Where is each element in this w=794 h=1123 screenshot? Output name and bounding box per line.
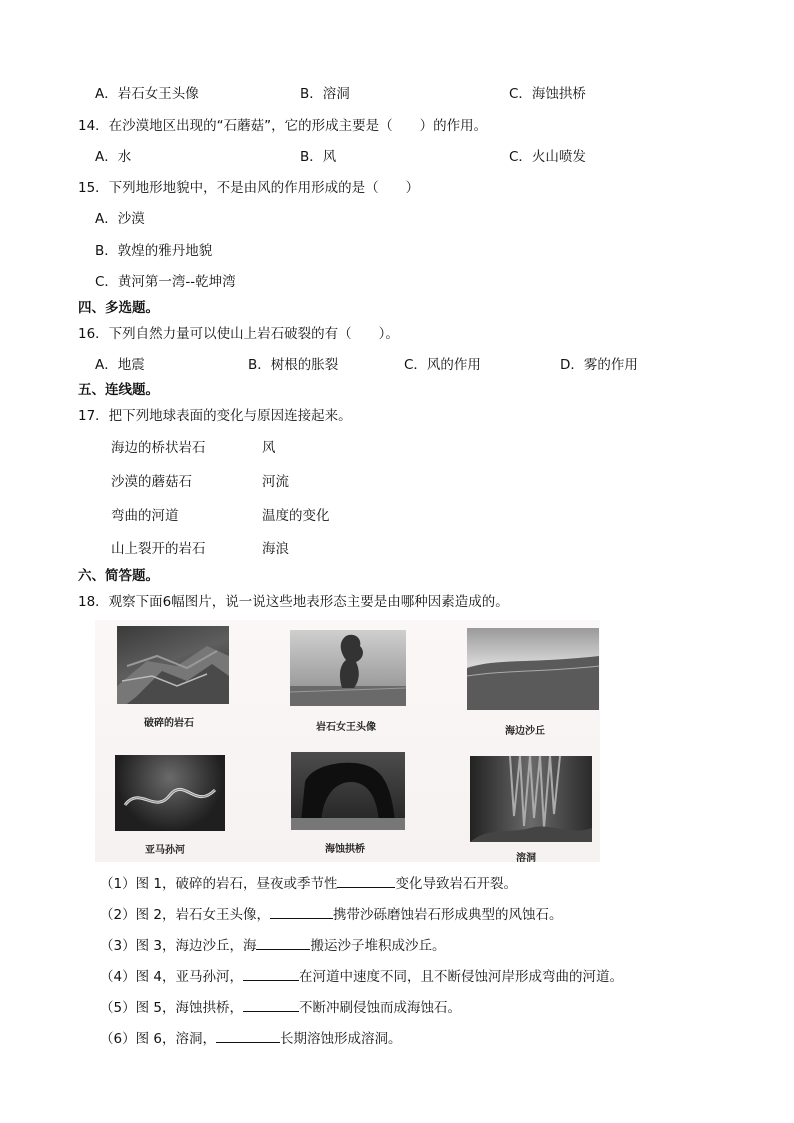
q14-stem: 14．在沙漠地区出现的“石蘑菇”，它的形成主要是（ ）的作用。 bbox=[78, 118, 488, 134]
q17-stem: 17．把下列地球表面的变化与原因连接起来。 bbox=[78, 408, 352, 424]
q14-option-b: B．风 bbox=[300, 149, 337, 165]
photo-karst-cave bbox=[470, 756, 592, 842]
q15-stem: 15．下列地形地貌中，不是由风的作用形成的是（ ） bbox=[78, 180, 420, 196]
q16-option-c: C．风的作用 bbox=[404, 357, 481, 373]
caption-6: 溶洞 bbox=[516, 853, 536, 864]
q14-option-c: C．火山喷发 bbox=[509, 149, 586, 165]
q13-option-c: C．海蚀拱桥 bbox=[509, 86, 586, 102]
q18-item-5: （5）图 5，海蚀拱桥， 不断冲刷侵蚀而成海蚀石。 bbox=[100, 996, 461, 1016]
photo-broken-rock bbox=[117, 626, 229, 704]
answer-blank-6[interactable] bbox=[216, 1028, 280, 1043]
q18-item-6: （6）图 6，溶洞， 长期溶蚀形成溶洞。 bbox=[100, 1027, 401, 1047]
q18-item-4: （4）图 4，亚马孙河， 在河道中速度不同，且不断侵蚀河岸形成弯曲的河道。 bbox=[100, 965, 623, 985]
q17-right-item: 温度的变化 bbox=[262, 508, 330, 524]
q16-option-d: D．雾的作用 bbox=[560, 357, 638, 373]
section-heading-matching: 五、连线题。 bbox=[78, 382, 159, 398]
q16-option-a: A．地震 bbox=[95, 357, 145, 373]
q16-option-b: B．树根的胀裂 bbox=[248, 357, 339, 373]
q18-stem: 18．观察下面6幅图片，说一说这些地表形态主要是由哪种因素造成的。 bbox=[78, 594, 509, 610]
q17-left-item: 弯曲的河道 bbox=[111, 508, 179, 524]
section-heading-multi-choice: 四、多选题。 bbox=[78, 300, 159, 316]
answer-blank-5[interactable] bbox=[243, 997, 299, 1012]
answer-blank-2[interactable] bbox=[270, 904, 333, 919]
q13-option-b: B．溶洞 bbox=[300, 86, 350, 102]
q17-right-item: 河流 bbox=[262, 474, 289, 490]
q17-right-item: 风 bbox=[262, 440, 276, 456]
photo-sea-arch bbox=[291, 752, 405, 830]
photo-coastal-dune bbox=[467, 628, 599, 710]
caption-4: 亚马孙河 bbox=[145, 845, 185, 856]
q17-left-item: 沙漠的蘑菇石 bbox=[111, 474, 192, 490]
q15-option-a: A．沙漠 bbox=[95, 211, 145, 227]
photo-amazon-river bbox=[115, 755, 225, 831]
q15-option-b: B．敦煌的雅丹地貌 bbox=[95, 243, 213, 259]
q13-option-a: A．岩石女王头像 bbox=[95, 86, 199, 102]
q18-item-2: （2）图 2，岩石女王头像， 携带沙砾磨蚀岩石形成典型的风蚀石。 bbox=[100, 903, 562, 923]
section-heading-short-answer: 六、简答题。 bbox=[78, 568, 159, 584]
answer-blank-4[interactable] bbox=[243, 966, 299, 981]
q18-item-3: （3）图 3，海边沙丘，海 搬运沙子堆积成沙丘。 bbox=[100, 934, 445, 954]
q18-item-1: （1）图 1，破碎的岩石，昼夜或季节性 变化导致岩石开裂。 bbox=[100, 872, 517, 892]
q14-option-a: A．水 bbox=[95, 149, 132, 165]
q16-stem: 16．下列自然力量可以使山上岩石破裂的有（ ）。 bbox=[78, 326, 399, 342]
q15-option-c: C．黄河第一湾--乾坤湾 bbox=[95, 274, 236, 290]
caption-1: 破碎的岩石 bbox=[144, 718, 194, 729]
photo-queens-head-rock bbox=[290, 630, 406, 706]
answer-blank-3[interactable] bbox=[256, 935, 310, 950]
caption-3: 海边沙丘 bbox=[505, 726, 545, 737]
q17-right-item: 海浪 bbox=[262, 541, 289, 557]
q17-left-item: 山上裂开的岩石 bbox=[111, 541, 206, 557]
answer-blank-1[interactable] bbox=[337, 873, 395, 888]
caption-5: 海蚀拱桥 bbox=[325, 844, 365, 855]
caption-2: 岩石女王头像 bbox=[316, 722, 376, 733]
q17-left-item: 海边的桥状岩石 bbox=[111, 440, 206, 456]
